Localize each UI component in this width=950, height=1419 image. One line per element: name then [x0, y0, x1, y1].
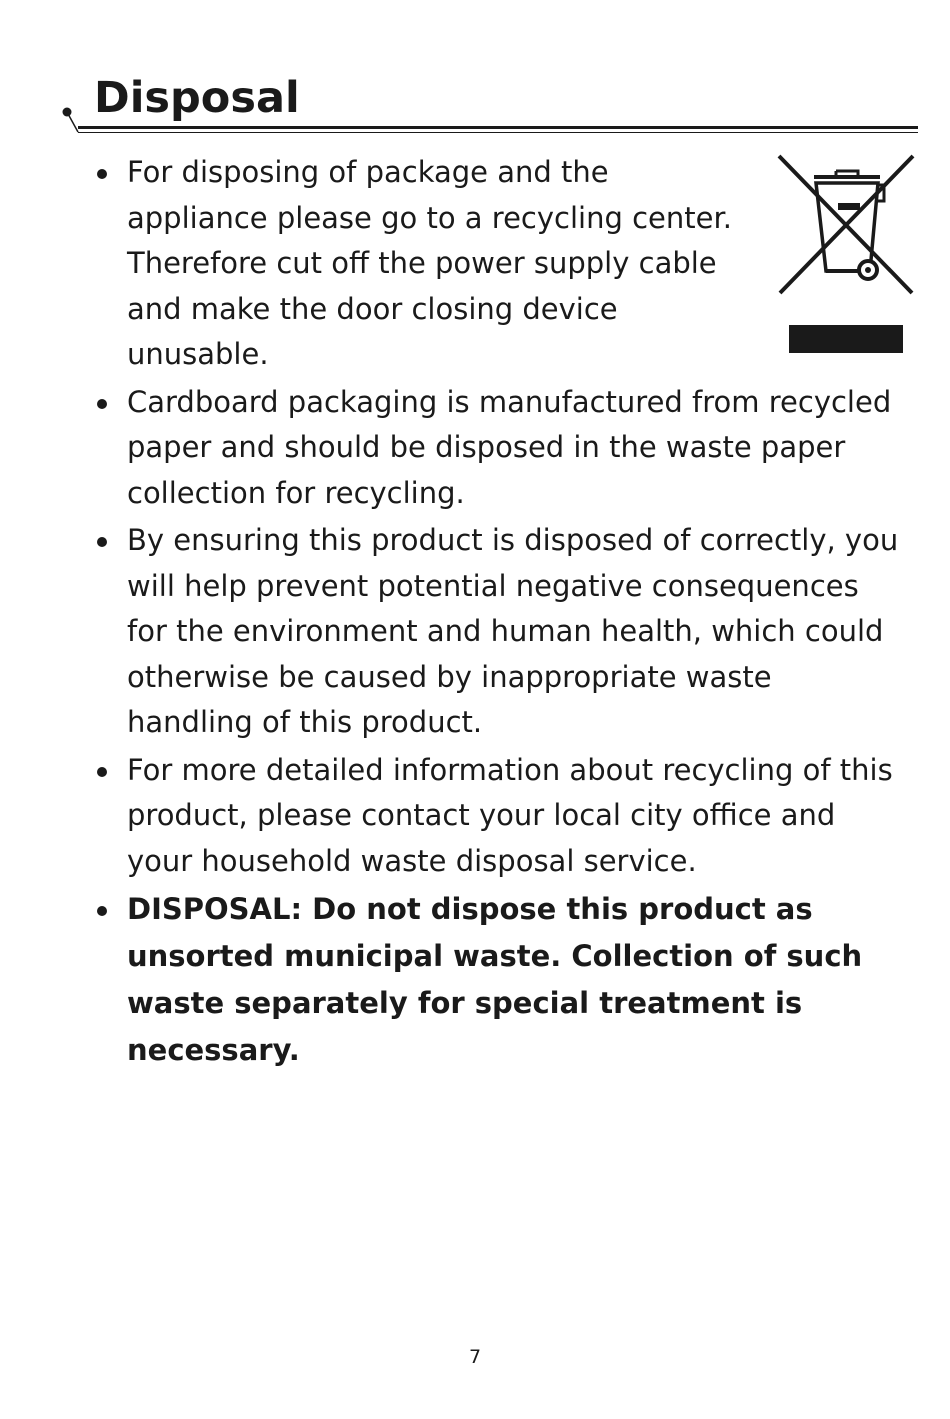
list-item-line: handling of this product.: [127, 705, 483, 739]
list-item-line: product, please contact your local city office and: [127, 798, 836, 832]
page-title: Disposal: [94, 73, 300, 123]
heading-marker-icon: [62, 70, 82, 140]
list-item-line: appliance please go to a recycling center.: [127, 200, 732, 235]
list-item-line: unusable.: [127, 337, 269, 371]
list-item-line: necessary.: [127, 1033, 300, 1067]
list-item-line: unsorted municipal waste. Collection of such: [127, 939, 863, 973]
list-item-line: Therefore cut off the power supply cable: [127, 246, 717, 280]
list-item-line: Cardboard packaging is manufactured from recycled: [127, 384, 892, 419]
list-item-line: will help prevent potential negative consequences: [127, 568, 859, 603]
list-item: [96, 518, 926, 746]
heading-rule: [78, 126, 918, 129]
page-number: 7: [468, 1346, 482, 1368]
bullet-dot-icon: [97, 906, 107, 916]
list-item-line: For disposing of package and the: [127, 155, 609, 189]
list-item-line: and make the door closing device: [127, 291, 618, 326]
list-item: [96, 748, 926, 885]
section-heading: [62, 70, 918, 140]
disposal-list: [96, 150, 926, 1076]
list-item-line: collection for recycling.: [127, 475, 465, 510]
list-item-line: waste separately for special treatment is: [127, 986, 803, 1020]
bullet-dot-icon: [97, 399, 107, 409]
list-item-line: for the environment and human health, which could: [127, 614, 884, 648]
list-item-line: By ensuring this product is disposed of correctly, you: [127, 523, 899, 557]
bullet-dot-icon: [97, 537, 107, 547]
bullet-dot-icon: [97, 767, 107, 777]
list-item-line: For more detailed information about recycling of this: [127, 752, 893, 787]
list-item-line: otherwise be caused by inappropriate waste: [127, 659, 772, 694]
list-item-line: your household waste disposal service.: [127, 843, 697, 878]
list-item: [96, 380, 926, 517]
list-item-warning: [96, 886, 926, 1074]
list-item-line: DISPOSAL: Do not dispose this product as: [127, 892, 813, 926]
heading-rule-thin: [78, 132, 918, 133]
list-item-line: paper and should be disposed in the waste paper: [127, 430, 846, 464]
bullet-dot-icon: [97, 169, 107, 179]
list-item: [96, 150, 926, 378]
